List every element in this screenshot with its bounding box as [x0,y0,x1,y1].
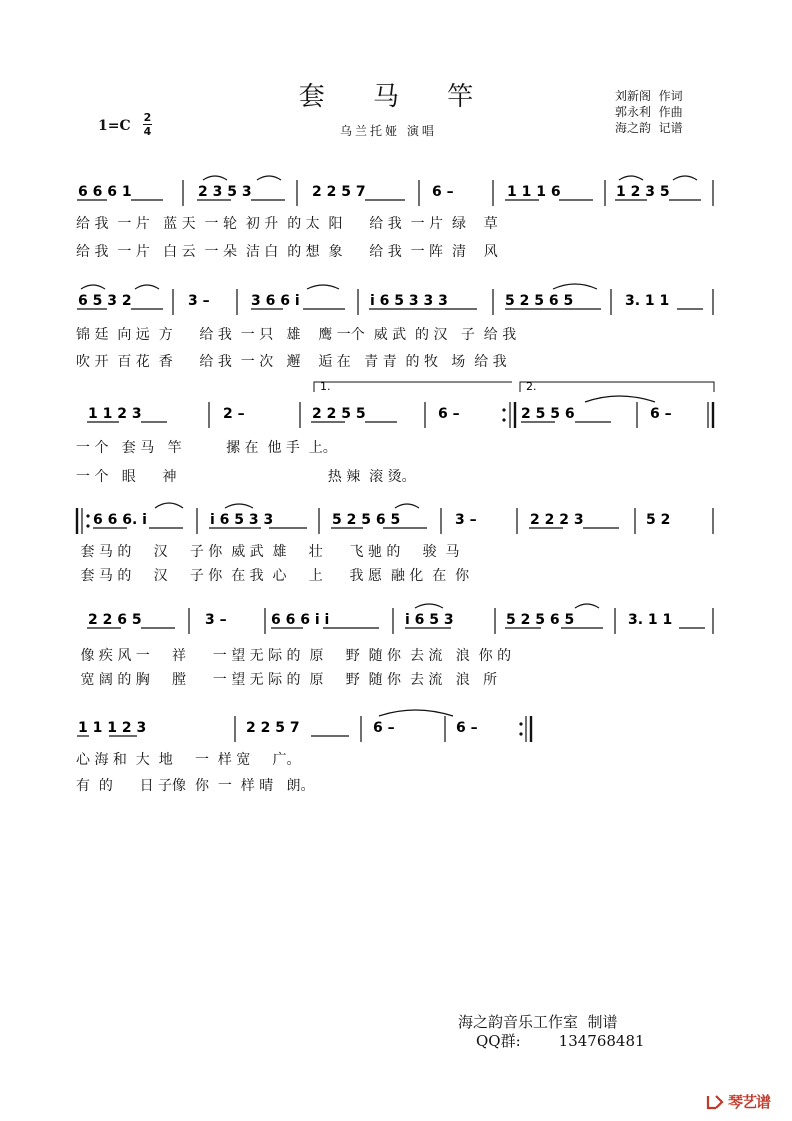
svg-text:3. 1 1: 3. 1 1 [628,612,673,628]
svg-text:2 2 5 5: 2 2 5 5 [312,406,366,422]
lyric-row-2-verse-2: 吹 开 百 花 香 给 我 一 次 邂 逅 在 青 青 的 牧 场 给 我 [76,354,507,370]
svg-text:i 6 5 3 3 3: i 6 5 3 3 3 [370,293,448,309]
svg-text:3. 1 1: 3. 1 1 [625,293,670,309]
lyric-row-5-verse-1: 像 疾 风 一 祥 一 望 无 际 的 原 野 随 你 去 流 浪 你 的 [76,648,512,664]
svg-text:6 5 3 2: 6 5 3 2 [78,293,132,309]
composer-credit: 郭永利 作曲 [615,105,683,119]
lyric-row-6-verse-1: 心 海 和 大 地 一 样 宽 广。 [76,752,301,768]
svg-text:i 6 5 3 3: i 6 5 3 3 [210,512,274,528]
svg-text:6 6 6 1: 6 6 6 1 [78,184,132,200]
lyric-row-3-verse-1: 一 个 套 马 竿 摞 在 他 手 上。 [76,440,337,456]
studio-credit: 海之韵音乐工作室 制谱 [458,1013,618,1031]
score-row-1 [75,176,715,212]
svg-text:5 2 5 6 5: 5 2 5 6 5 [505,293,574,309]
credits-block [615,88,683,136]
time-bottom: 4 [143,125,152,138]
svg-text:1 1 1 2 3: 1 1 1 2 3 [78,720,147,736]
lyricist-credit: 刘新阁 作词 [615,89,683,103]
score-row-2-notation [75,285,715,325]
svg-text:5 2: 5 2 [646,512,671,528]
svg-text:2 2 2 3: 2 2 2 3 [530,512,584,528]
transcriber-credit: 海之韵 记谱 [615,121,683,135]
score-row-3 [75,398,715,434]
lyric-row-4-verse-2: 套 马 的 汉 子 你 在 我 心 上 我 愿 融 化 在 你 [76,568,470,584]
lyric-row-3-verse-2: 一 个 眼 神 热 辣 滚 烫。 [76,469,416,485]
qq-label: QQ群: [476,1032,521,1050]
score-row-2 [75,285,715,321]
time-signature [143,112,152,137]
svg-text:6 6 6. i: 6 6 6. i [93,512,147,528]
svg-text:1 2 3 5: 1 2 3 5 [616,184,670,200]
svg-text:2 2 6 5: 2 2 6 5 [88,612,142,628]
time-top: 2 [143,111,152,124]
score-row-1-notation [75,176,715,216]
svg-text:2 5 5 6: 2 5 5 6 [521,406,575,422]
key-signature: 1=C [98,118,131,134]
svg-text:5 2 5 6 5: 5 2 5 6 5 [332,512,401,528]
score-row-4 [75,504,715,540]
lyric-row-2-verse-1: 锦 廷 向 远 方 给 我 一 只 雄 鹰 一个 威 武 的 汉 子 给 我 [76,327,517,343]
site-logo[interactable] [706,1091,770,1112]
svg-text:1 1 1 6: 1 1 1 6 [507,184,561,200]
footer-credit [458,1013,645,1051]
svg-text:6 –: 6 – [650,406,672,422]
lyric-row-1-verse-2: 给 我 一 片 白 云 一 朵 洁 白 的 想 象 给 我 一 阵 清 风 [76,244,498,260]
song-title: 套 马 竿 [298,82,494,112]
svg-text:5 2 5 6 5: 5 2 5 6 5 [506,612,575,628]
score-row-3-notation [75,398,715,438]
score-row-6-notation [75,712,715,752]
svg-text:6 –: 6 – [438,406,460,422]
volta-second: 2. [526,380,537,393]
score-row-4-notation [75,504,715,544]
svg-text:3 –: 3 – [205,612,227,628]
logo-text: 琴艺谱 [728,1093,771,1111]
score-row-5 [75,604,715,640]
score-row-6 [75,712,715,748]
svg-text:2 2 5 7: 2 2 5 7 [246,720,300,736]
svg-text:3 –: 3 – [188,293,210,309]
lyric-row-5-verse-2: 宽 阔 的 胸 膛 一 望 无 际 的 原 野 随 你 去 流 浪 所 [76,672,498,688]
svg-text:2 2 5 7: 2 2 5 7 [312,184,366,200]
lyric-row-6-verse-2: 有 的 日 子像 你 一 样 晴 朗。 [76,778,315,794]
svg-text:2 3 5 3: 2 3 5 3 [198,184,252,200]
volta-first: 1. [320,380,331,393]
svg-text:6 –: 6 – [373,720,395,736]
svg-text:3 –: 3 – [455,512,477,528]
svg-text:6 6 6 i i: 6 6 6 i i [271,612,330,628]
lyric-row-4-verse-1: 套 马 的 汉 子 你 威 武 雄 壮 飞 驰 的 骏 马 [76,544,460,560]
svg-text:6 –: 6 – [432,184,454,200]
qq-number: 134768481 [558,1032,645,1050]
svg-text:1 1 2 3: 1 1 2 3 [88,406,142,422]
score-row-5-notation [75,604,715,644]
volta-brackets [300,378,720,398]
logo-mark-icon [706,1094,726,1110]
svg-text:2 –: 2 – [223,406,245,422]
lyric-row-1-verse-1: 给 我 一 片 蓝 天 一 轮 初 升 的 太 阳 给 我 一 片 绿 草 [76,216,498,232]
svg-text:6 –: 6 – [456,720,478,736]
svg-text:3 6 6 i: 3 6 6 i [251,293,300,309]
singer-credit: 乌兰托娅 演唱 [340,124,437,138]
svg-text:i 6 5 3: i 6 5 3 [405,612,454,628]
